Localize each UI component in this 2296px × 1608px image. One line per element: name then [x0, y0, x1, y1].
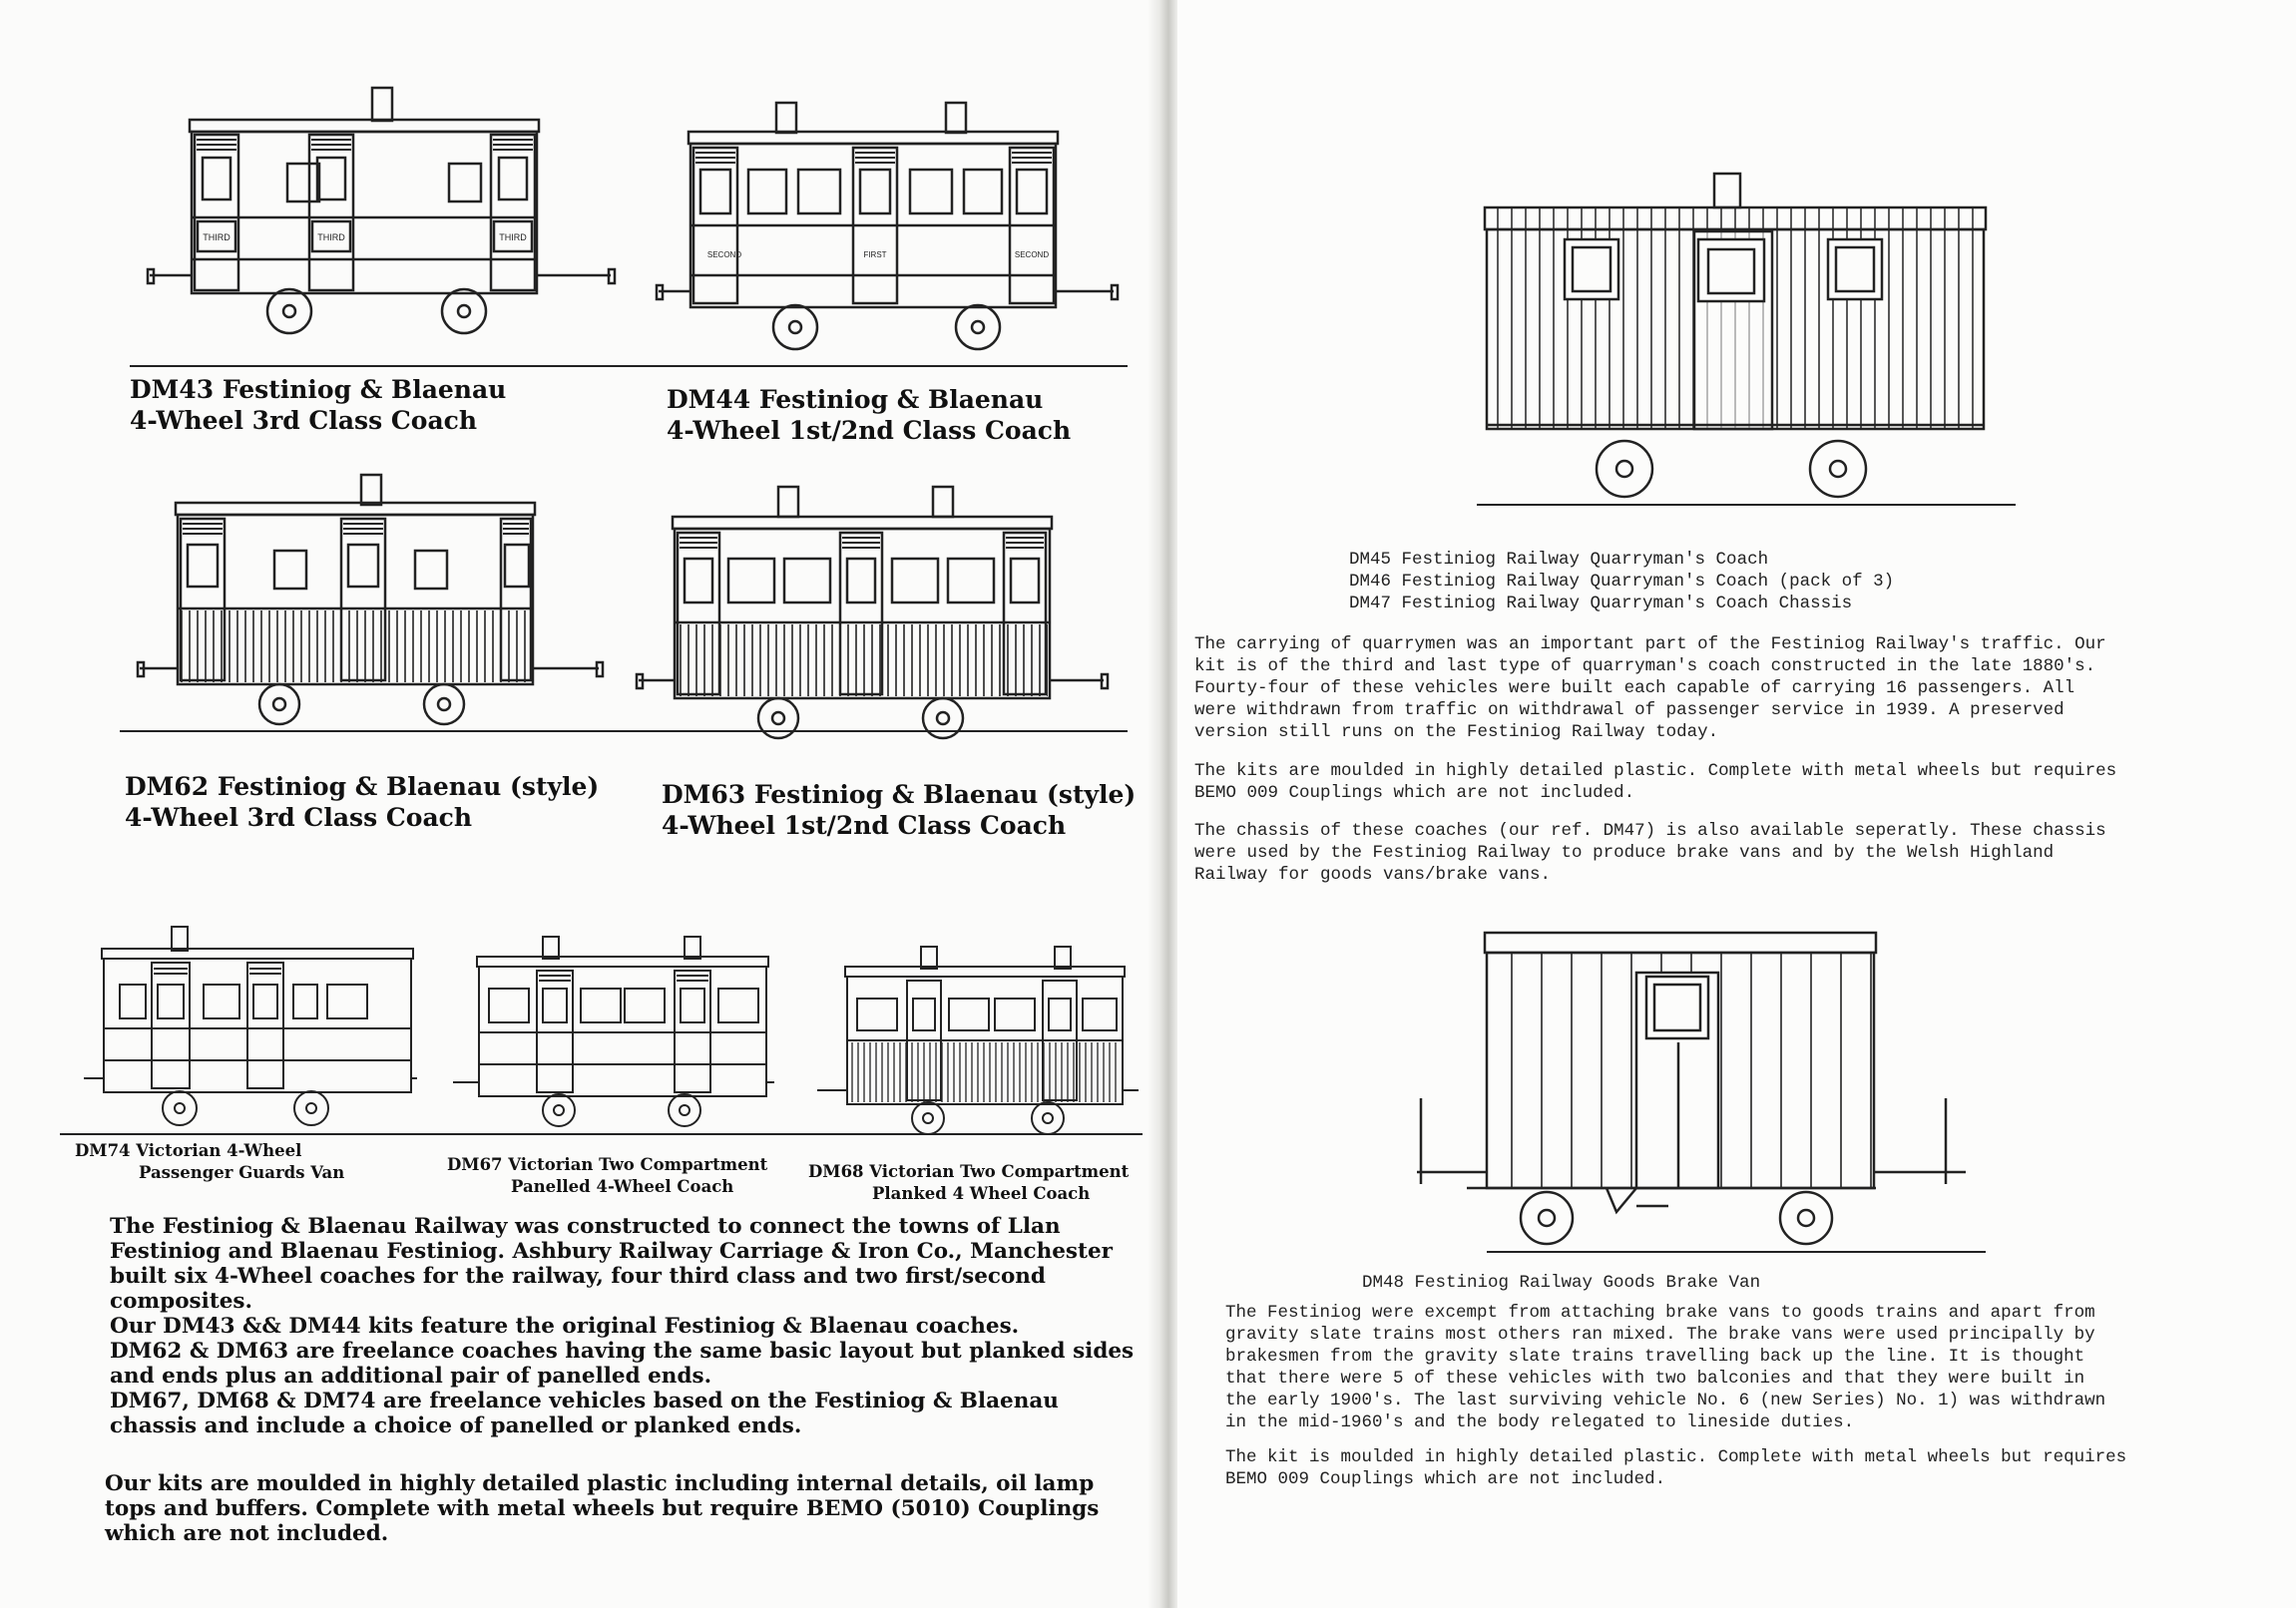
dm62-caption	[125, 771, 599, 833]
book-spine	[1148, 0, 1177, 1608]
dm44-label-1: SECOND	[706, 250, 742, 259]
dm74-caption-line2: Passenger Guards Van	[139, 1163, 345, 1182]
quarryman-kit-paragraph	[1194, 760, 2116, 804]
dm67-caption-line2: Panelled 4-Wheel Coach	[511, 1177, 734, 1196]
dm74-caption	[75, 1140, 344, 1184]
text-line: Festiniog and Blaenau Festiniog. Ashbury Railway Carriage & Iron Co., Manchester	[110, 1239, 1113, 1264]
text-line: The Festiniog were excempt from attaching brake vans to goods trains and apart from	[1225, 1303, 2095, 1323]
goods-brake-van-drawing	[1407, 923, 1996, 1262]
text-line: Fourty-four of these vehicles were built each capable of carrying 16 passengers. All	[1194, 678, 2075, 698]
text-line: were withdrawn from traffic on withdrawal of passenger service in 1939. A preserved	[1194, 700, 2065, 720]
dm62-coach-drawing	[130, 469, 609, 738]
dm47-product-line: DM47 Festiniog Railway Quarryman's Coach Chassis	[1349, 594, 1853, 613]
dm43-coach-drawing	[140, 80, 629, 349]
text-line: Our kits are moulded in highly detailed plastic including internal details, oil lamp	[105, 1471, 1095, 1496]
dm43-caption	[130, 374, 506, 436]
text-line: The chassis of these coaches (our ref. DM47) is also available seperatly. These chassis	[1194, 821, 2106, 841]
quarryman-coach-drawing	[1477, 170, 2016, 509]
dm45-product-line: DM45 Festiniog Railway Quarryman's Coach	[1349, 550, 1769, 570]
text-line: The Festiniog & Blaenau Railway was constructed to connect the towns of Llan	[110, 1214, 1061, 1239]
lower-track-line	[60, 1133, 1143, 1135]
text-line: built six 4-Wheel coaches for the railway, four third class and two first/second	[110, 1264, 1046, 1289]
dm68-caption-line1: DM68 Victorian Two Compartment	[808, 1162, 1130, 1181]
text-line: BEMO 009 Couplings which are not included.	[1194, 783, 1635, 803]
text-line: in the mid-1960's and the body relegated to lineside duties.	[1225, 1412, 1855, 1432]
dm68-coach-drawing	[813, 943, 1143, 1142]
dm62-caption-line1: DM62 Festiniog & Blaenau (style)	[125, 772, 600, 801]
text-line: composites.	[110, 1289, 253, 1314]
text-line: were used by the Festiniog Railway to produce brake vans and by the Welsh Highland	[1194, 843, 2055, 863]
text-line: which are not included.	[105, 1521, 389, 1546]
dm63-caption-line2: 4-Wheel 1st/2nd Class Coach	[662, 811, 1067, 840]
festiniog-blaenau-history-paragraph	[110, 1214, 1134, 1438]
dm43-caption-line1: DM43 Festiniog & Blaenau	[130, 375, 507, 404]
dm43-label-1: THIRD	[203, 232, 230, 242]
text-line: BEMO 009 Couplings which are not included.	[1225, 1469, 1666, 1489]
quarryman-product-list	[1349, 549, 1894, 614]
text-line: The carrying of quarrymen was an important part of the Festiniog Railway's traffic. Our	[1194, 634, 2106, 654]
dm44-label-3: SECOND	[1014, 250, 1050, 259]
dm44-caption	[667, 384, 1071, 446]
middle-track-line	[120, 730, 1128, 732]
dm43-label-3: THIRD	[499, 232, 527, 242]
dm63-caption-line1: DM63 Festiniog & Blaenau (style)	[662, 780, 1137, 809]
dm74-caption-line1: DM74 Victorian 4-Wheel	[75, 1141, 302, 1160]
text-line: Our DM43 && DM44 kits feature the original Festiniog & Blaenau coaches.	[110, 1314, 1020, 1339]
dm43-caption-line2: 4-Wheel 3rd Class Coach	[130, 406, 478, 435]
dm63-caption	[662, 779, 1136, 841]
text-line: The kits are moulded in highly detailed plastic. Complete with metal wheels but requires	[1194, 761, 2117, 781]
dm68-caption-line2: Planked 4 Wheel Coach	[872, 1184, 1091, 1203]
kit-details-paragraph	[105, 1471, 1099, 1546]
text-line: Railway for goods vans/brake vans.	[1194, 865, 1552, 885]
dm44-caption-line2: 4-Wheel 1st/2nd Class Coach	[667, 416, 1072, 445]
quarryman-history-paragraph	[1194, 633, 2106, 743]
dm63-coach-drawing	[629, 479, 1118, 748]
text-line: that there were 5 of these vehicles with two balconies and that they were built in	[1225, 1369, 2085, 1389]
dm67-caption	[447, 1154, 767, 1198]
dm44-caption-line1: DM44 Festiniog & Blaenau	[667, 385, 1044, 414]
dm44-label-2: FIRST	[863, 250, 887, 259]
text-line: tops and buffers. Complete with metal wheels but require BEMO (5010) Couplings	[105, 1496, 1100, 1521]
text-line: brakesmen from the gravity slate trains travelling back up the line. It is thought	[1225, 1347, 2085, 1367]
brake-van-kit-paragraph	[1225, 1446, 2126, 1490]
text-line: DM67, DM68 & DM74 are freelance vehicles based on the Festiniog & Blaenau	[110, 1389, 1059, 1413]
dm67-coach-drawing	[449, 933, 778, 1137]
dm43-label-2: THIRD	[317, 232, 345, 242]
quarryman-chassis-paragraph	[1194, 820, 2106, 886]
dm62-caption-line2: 4-Wheel 3rd Class Coach	[125, 803, 473, 832]
dm46-product-line: DM46 Festiniog Railway Quarryman's Coach (pack of 3)	[1349, 572, 1895, 592]
dm74-guards-van-drawing	[80, 923, 419, 1137]
brake-van-history-paragraph	[1225, 1302, 2105, 1433]
text-line: chassis and include a choice of panelled or planked ends.	[110, 1413, 802, 1438]
text-line: and ends plus an additional pair of panelled ends.	[110, 1364, 712, 1389]
dm68-caption	[808, 1161, 1129, 1205]
text-line: DM62 & DM63 are freelance coaches having the same basic layout but planked sides	[110, 1339, 1135, 1364]
upper-track-line	[130, 365, 1128, 367]
text-line: gravity slate trains most others ran mixed. The brake vans were used principally by	[1225, 1325, 2095, 1345]
text-line: the early 1900's. The last surviving vehicle No. 6 (new Series) No. 1) was withdrawn	[1225, 1391, 2106, 1410]
dm67-caption-line1: DM67 Victorian Two Compartment	[447, 1155, 768, 1174]
dm44-coach-drawing	[649, 98, 1128, 367]
dm48-caption: DM48 Festiniog Railway Goods Brake Van	[1362, 1273, 1761, 1293]
text-line: version still runs on the Festiniog Railway today.	[1194, 722, 1719, 742]
text-line: The kit is moulded in highly detailed plastic. Complete with metal wheels but requires	[1225, 1447, 2127, 1467]
text-line: kit is of the third and last type of quarryman's coach constructed in the late 1880's.	[1194, 656, 2096, 676]
